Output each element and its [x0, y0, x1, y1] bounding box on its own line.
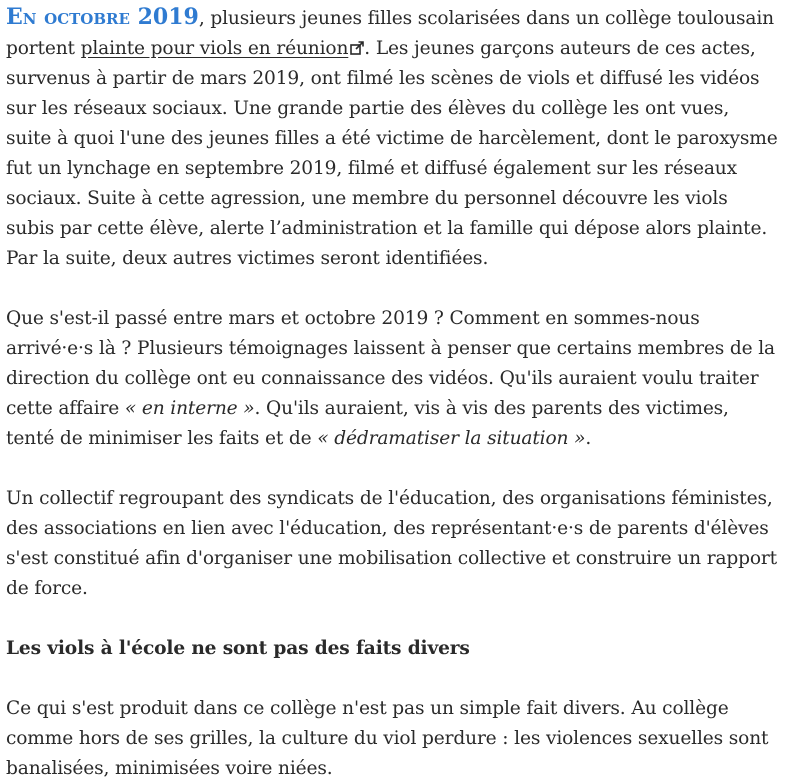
paragraph-1 [6, 2, 779, 274]
paragraph-3: Un collectif regroupant des syndicats de l'éducation, des organisations féministes, des associations en lien avec l'éducation, des représentant·e·s de parents d'élèves s'est constitué afin d'organiser une mobilisation collective et construire un rapport de force. [6, 488, 777, 599]
external-link-icon [350, 41, 364, 55]
paragraph-4: Ce qui s'est produit dans ce collège n'est pas un simple fait divers. Au collège comme hors de ses grilles, la culture du viol perdure : les violences sexuelles sont banalisées, minimisées voire niées. [6, 698, 769, 779]
lead-in: En octobre 2019 [6, 4, 199, 30]
complaint-link[interactable] [81, 38, 365, 59]
paragraph-1-text-a: , plusieurs jeunes filles scolarisées dans un collège toulousain portent [6, 8, 774, 59]
quote-dedramatiser: « dédramatiser la situation » [317, 428, 586, 449]
paragraph-2-text-c: . [585, 428, 592, 449]
complaint-link-label: plainte pour viols en réunion [80, 38, 349, 59]
quote-en-interne: « en interne » [124, 398, 255, 419]
paragraph-1-text-b: . Les jeunes garçons auteurs de ces actes, survenus à partir de mars 2019, ont filmé les scènes de viols et diffusé les vidéos sur les réseaux sociaux. Une grande partie des élèves du collège les ont vues, suite à quoi l'une des jeunes filles a été victime de harcèlement, dont le paroxysme fut un lynchage en septembre 2019, filmé et diffusé également sur les réseaux sociaux. Suite à cette agression, une membre du personnel découvre les viols subis par cette élève, alerte l’administration et la famille qui dépose alors plainte. Par la suite, deux autres victimes seront identifiées. [6, 38, 778, 269]
paragraph-2-text-a: Que s'est-il passé entre mars et octobre 2019 ? Comment en sommes-nous arrivé·e·s là ? Plusieurs témoignages laissent à penser que certains membres de la direction du collège ont eu connaissance des vidéos. Qu'ils auraient voulu traiter cette affaire [6, 308, 775, 419]
section-heading: Les viols à l'école ne sont pas des faits divers [6, 638, 470, 659]
paragraph-2 [6, 304, 779, 454]
paragraph-2-text-b: . Qu'ils auraient, vis à vis des parents des victimes, tenté de minimiser les faits et de [6, 398, 729, 449]
